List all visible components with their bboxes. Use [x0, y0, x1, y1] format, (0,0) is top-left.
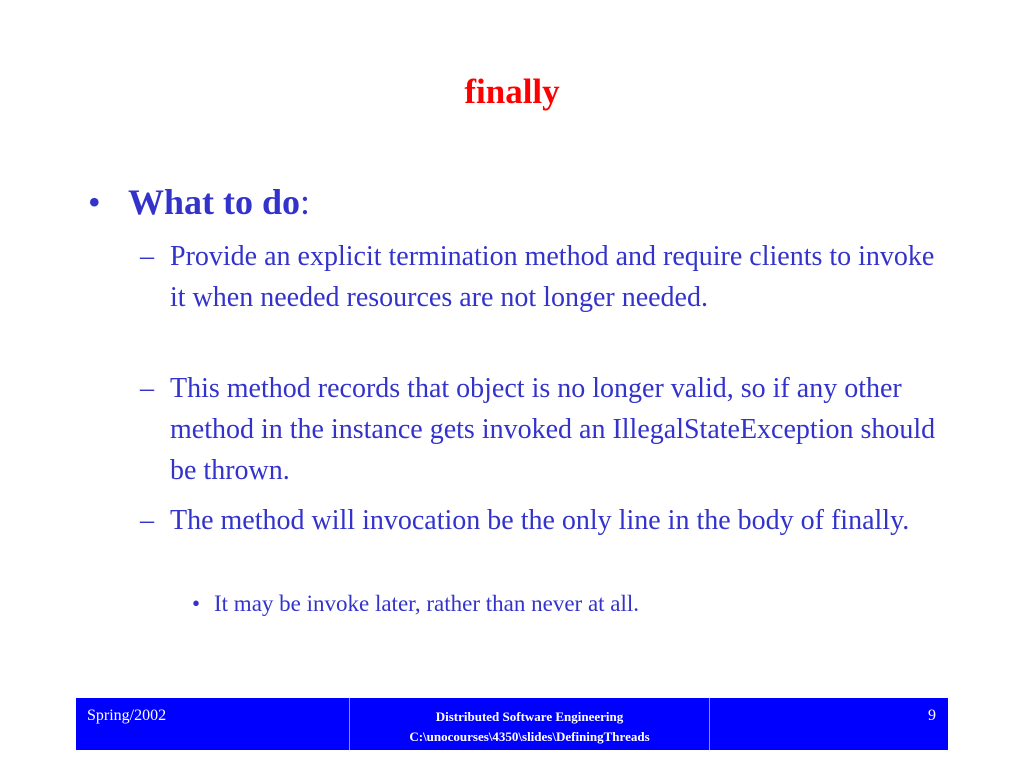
point-item	[140, 236, 940, 318]
dash-icon: –	[140, 373, 154, 404]
point-text: This method records that object is no longer valid, so if any other method in the instance gets invoked an IllegalStateException should be thrown.	[170, 373, 936, 486]
heading-lead: What to do	[128, 182, 301, 222]
heading-bullet-item	[88, 178, 310, 226]
footer-bar	[76, 698, 948, 750]
heading-suffix: :	[300, 182, 311, 222]
point-item	[140, 368, 940, 491]
slide-title: finally	[464, 72, 560, 111]
bullet-icon: •	[88, 182, 101, 222]
dash-icon: –	[140, 241, 154, 272]
point-text: The method will invocation be the only line in the body of finally.	[170, 505, 910, 536]
footer-page-number: 9	[928, 707, 936, 724]
footer-file-path: C:\unocourses\4350\slides\DefiningThreads	[409, 729, 650, 744]
point-text: Provide an explicit termination method and require clients to invoke it when needed resources are not longer needed.	[170, 241, 935, 313]
subpoint-item	[192, 589, 912, 619]
footer-date: Spring/2002	[76, 698, 350, 750]
footer-course-title: Distributed Software Engineering	[435, 709, 624, 724]
bullet-icon: •	[192, 591, 201, 616]
subpoint-text: It may be invoke later, rather than never at all.	[214, 591, 640, 616]
dash-icon: –	[140, 505, 154, 536]
footer-course-info	[350, 698, 710, 750]
point-item	[140, 500, 940, 541]
